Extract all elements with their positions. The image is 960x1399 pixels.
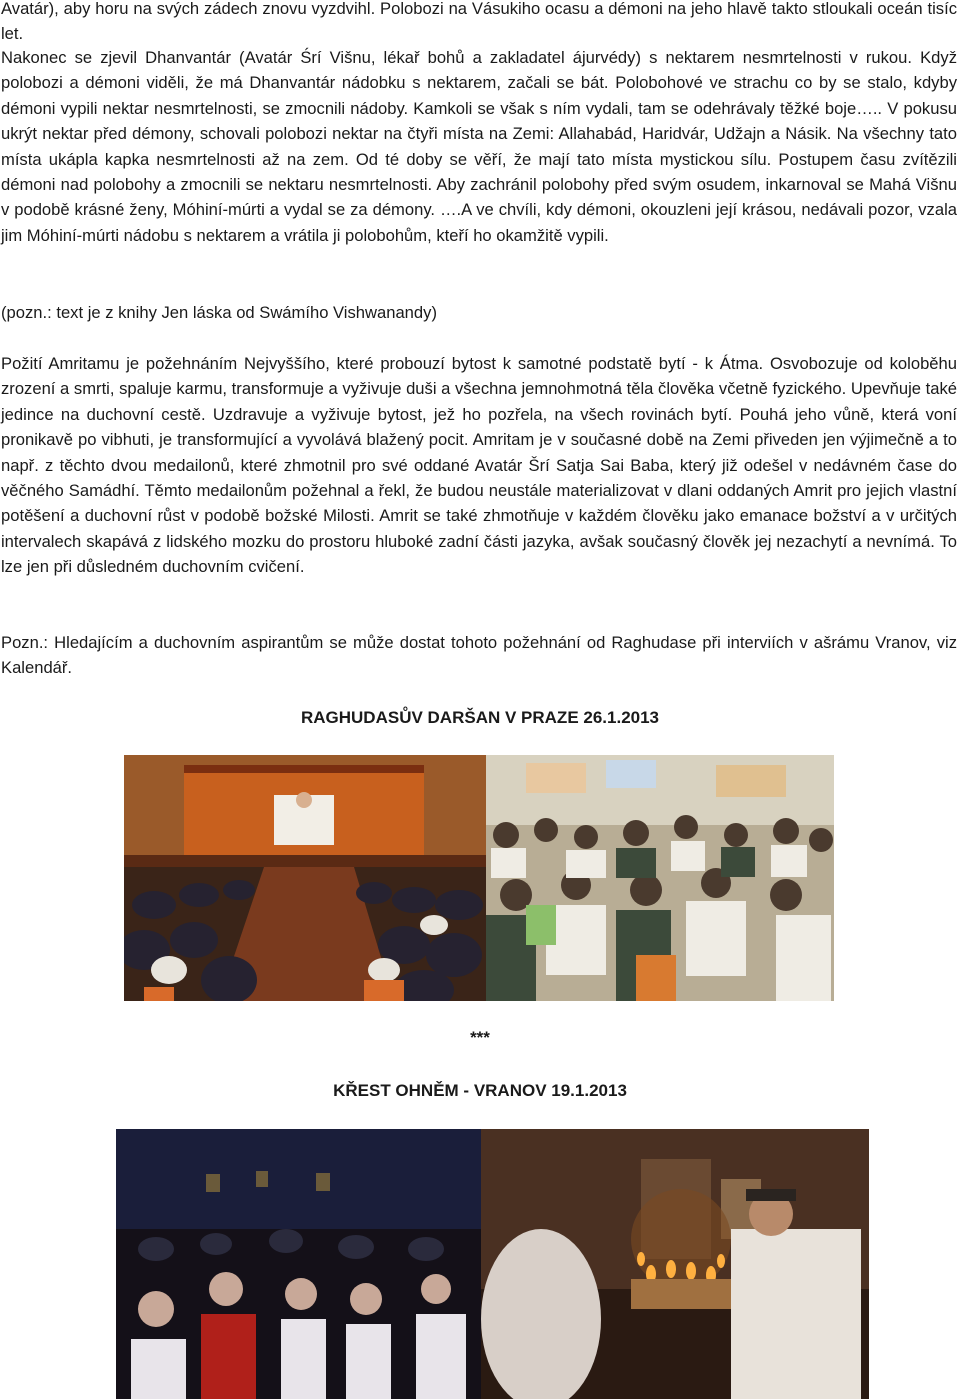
section-separator: *** <box>470 1028 490 1047</box>
paragraph-dhanvantar: Nakonec se zjevil Dhanvantár (Avatár Śrí Višnu, lékař bohů a zakladatel ájurvédy) s nektarem nesmrtelnosti v rukou. Když polobozi a démoni viděli, že má Dhanvantár nádobku s nektarem, začali se bát. Polobohové ve strachu co by se stalo, kdyby démoni vypili nektar nesmrtelnosti, se zmocnili nádoby. Kamkoli se však s ním vydali, tam se odehrávaly těžké boje….. V pokusu ukrýt nektar před démony, schovali polobozi nektar na čtyři místa na Zemi: Allahabád, Haridvár, Udžajn a Násik. Na všechny tato místa ukápla kapka nesmrtelnosti až na zem. Od té doby se věří, že mají tato místa mystickou sílu. Postupem času zvítězili démoni nad polobohy a zmocnili se nektaru nesmrtelnosti. Aby zachránil polobohy před svým osudem, inkarnoval se Mahá Višnu v podobě krásné ženy, Móhiní-múrti a vydal se za démony. ….A ve chvíli, kdy démoni, okouzleni její krásou, nedávali pozor, vzala jim Móhiní-múrti nádobu s nektarem a vrátila ji polobohům, kteří ho okamžitě vypili. <box>1 48 957 245</box>
photo-fire-audience <box>116 1129 481 1399</box>
paragraph-intro-end: Avatár), aby horu na svých zádech znovu vyzdvihl. Polobozi na Vásukiho ocasu a démoni na jeho hlavě takto stloukali oceán tisíc let. <box>1 0 957 44</box>
heading-darshan-prague: RAGHUDASŮV DARŠAN V PRAZE 26.1.2013 <box>300 708 660 727</box>
heading-fire-baptism-vranov: KŘEST OHNĚM - VRANOV 19.1.2013 <box>333 1081 627 1100</box>
photo-darshan-audience <box>486 755 834 1001</box>
paragraph-source-note: (pozn.: text je z knihy Jen láska od Swámího Vishwanandy) <box>1 303 437 322</box>
paragraph-amritam: Požití Amritamu je požehnáním Nejvyššího, které probouzí bytost k samotné podstatě bytí - k Átma. Osvobozuje od koloběhu zrození a smrti, spaluje karmu, transformuje a vyživuje duši a všechna jemnohmotná těla člověka včetně fyzického. Upevňuje také jedince na duchovní cestě. Uzdravuje a vyživuje bytost, jež ho pozřela, na všech rovinách bytí. Pouhá jeho vůně, která voní pronikavě po vibhuti, je transformující a vyvolává blažený pocit. Amritam je v současné době na Zemi přiveden jen výjimečně a to např. z těchto dvou medailonů, které zhmotnil pro své oddané Avatár Šrí Satja Sai Baba, který již odešel v nedávném čase do věčného Samádhí. Těmto medailonům požehnal a řekl, že budou neustále materializovat v dlani oddaných Amrit pro jejich vlastní potěšení a duchovní růst v podobě božské Milosti. Amrit se také zhmotňuje v každém člověku jako emanace božství a v určitých intervalech skapává z lidského mozku do prostoru hluboké zadní části jazyka, avšak současný člověk jej nezachytí a nevnímá. To lze jen při důsledném duchovním cvičení. <box>1 354 957 577</box>
photo-darshan-hall <box>124 755 486 1001</box>
photo-fire-candles <box>481 1129 869 1399</box>
paragraph-aspirants-note: Pozn.: Hledajícím a duchovním aspirantům se může dostat tohoto požehnání od Raghudase při interviích v ašrámu Vranov, viz Kalendář. <box>1 633 957 678</box>
